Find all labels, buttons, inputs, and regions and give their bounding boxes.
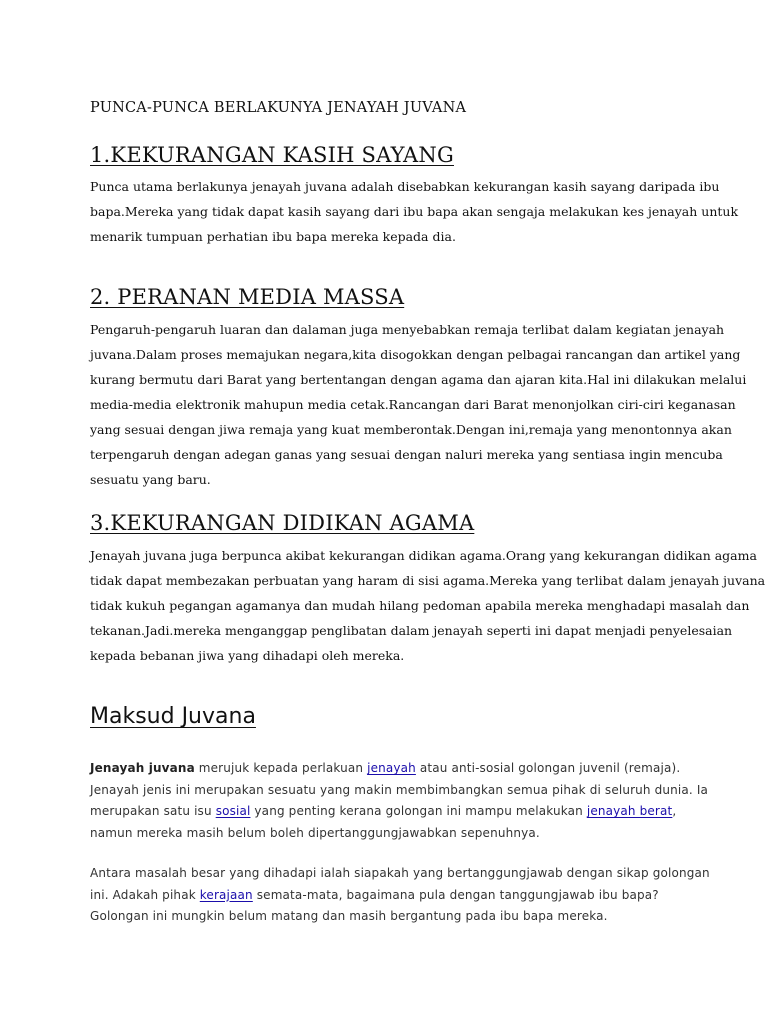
text-fragment: merupakan satu isu [90, 804, 216, 818]
paragraph-line [90, 885, 690, 907]
section-2-paragraph [90, 317, 747, 492]
paragraph-line: yang sesuai dengan jiwa remaja yang kuat memberontak.Dengan ini,remaja yang menontonnya akan [90, 422, 732, 437]
paragraph-line: media-media elektronik mahupun media cetak.Rancangan dari Barat menonjolkan ciri-ciri keganasan [90, 397, 736, 412]
section-1-paragraph [90, 174, 739, 249]
text-fragment: atau anti-sosial golongan juvenil (remaja). [415, 761, 681, 775]
paragraph-line: menarik tumpuan perhatian ibu bapa mereka kepada dia. [90, 229, 456, 244]
paragraph-line: terpengaruh dengan adegan ganas yang sesuai dengan naluri mereka yang sentiasa ingin mencuba [90, 447, 723, 462]
section-3-heading: 3.KEKURANGAN DIDIKAN AGAMA [90, 511, 475, 535]
paragraph-line: Golongan ini mungkin belum matang dan masih bergantung pada ibu bapa mereka. [90, 909, 608, 923]
text-fragment: semata-mata, bagaimana pula dengan tanggungjawab ibu bapa? [252, 887, 659, 902]
section-1-heading: 1.KEKURANGAN KASIH SAYANG [90, 143, 454, 167]
text-fragment: , [672, 804, 677, 818]
paragraph-line: tekanan.Jadi.mereka menganggap penglibatan dalam jenayah seperti ini dapat menjadi penyelesaian [90, 623, 733, 638]
paragraph-line: bapa.Mereka yang tidak dapat kasih sayang dari ibu bapa akan sengaja melakukan kes jenayah untuk [90, 204, 739, 219]
text-fragment: merujuk kepada perlakuan [194, 761, 368, 775]
paragraph-line [90, 801, 690, 823]
section-2-heading: 2. PERANAN MEDIA MASSA [90, 285, 405, 309]
paragraph-line: Jenayah juvana juga berpunca akibat kekurangan didikan agama.Orang yang kekurangan didikan agama [90, 548, 757, 563]
paragraph-line: Jenayah jenis ini merupakan sesuatu yang makin membimbangkan semua pihak di seluruh dunia. Ia [90, 782, 709, 797]
paragraph-line: namun mereka masih belum boleh dipertanggungjawabkan sepenuhnya. [90, 825, 540, 840]
paragraph-line [90, 758, 690, 780]
link-jenayah-berat[interactable]: jenayah berat [586, 804, 673, 818]
maksud-paragraph-2 [90, 863, 710, 928]
section-3-paragraph [90, 543, 766, 668]
paragraph-line: Punca utama berlakunya jenayah juvana adalah disebabkan kekurangan kasih sayang daripada ibu [90, 179, 720, 194]
text-fragment: yang penting kerana golongan ini mampu melakukan [250, 804, 587, 818]
link-jenayah[interactable]: jenayah [367, 761, 416, 775]
paragraph-line: Pengaruh-pengaruh luaran dan dalaman juga menyebabkan remaja terlibat dalam kegiatan jenayah [90, 322, 725, 337]
maksud-paragraph-1 [90, 758, 709, 844]
text-fragment: ini. Adakah pihak [90, 887, 200, 902]
paragraph-line: tidak dapat membezakan perbuatan yang haram di sisi agama.Mereka yang terlibat dalam jenayah juvana [90, 573, 766, 588]
paragraph-line: kurang bermutu dari Barat yang bertentangan dengan agama dan ajaran kita.Hal ini dilakukan melalui [90, 372, 747, 387]
paragraph-line: sesuatu yang baru. [90, 472, 211, 487]
paragraph-line: juvana.Dalam proses memajukan negara,kita disogokkan dengan pelbagai rancangan dan artikel yang [90, 347, 741, 362]
paragraph-line: tidak kukuh pegangan agamanya dan mudah hilang pedoman apabila mereka menghadapi masalah dan [90, 598, 750, 613]
link-sosial[interactable]: sosial [215, 804, 251, 818]
paragraph-line: Antara masalah besar yang dihadapi ialah siapakah yang bertanggungjawab dengan sikap golongan [90, 866, 710, 880]
paragraph-line: kepada bebanan jiwa yang dihadapi oleh mereka. [90, 648, 405, 663]
bold-term: Jenayah juvana [90, 761, 195, 775]
link-kerajaan[interactable]: kerajaan [199, 887, 253, 902]
maksud-heading: Maksud Juvana [90, 704, 256, 729]
page-title: PUNCA-PUNCA BERLAKUNYA JENAYAH JUVANA [90, 100, 467, 116]
